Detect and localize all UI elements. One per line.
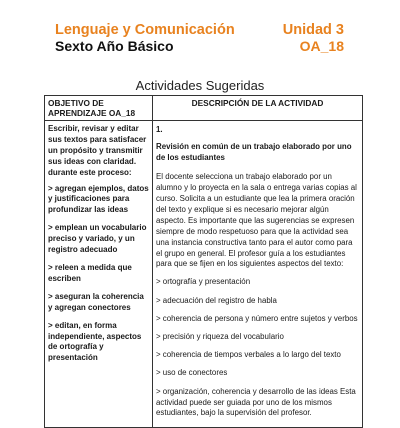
objective-item: > releen a medida que escriben bbox=[48, 262, 132, 283]
page-title: Actividades Sugeridas bbox=[135, 78, 265, 93]
grade-title: Sexto Año Básico bbox=[55, 38, 174, 54]
activities-table bbox=[44, 95, 363, 428]
activity-aspect: > coherencia de persona y número entre sujetos y verbos bbox=[156, 313, 358, 323]
subject-title: Lenguaje y Comunicación bbox=[55, 22, 235, 38]
activity-aspect: > ortografía y presentación bbox=[156, 277, 251, 287]
activity-paragraph: El docente selecciona un trabajo elaborado por un alumno y lo proyecta en la sala o entrega varias copias al curso. Solicita a un estudiante que lea la primera oración del texto y explique si es necesario mejorar algún aspecto. Es importante que las sugerencias se expresen siempre de modo respetuoso para que la actividad sea una instancia constructiva tanto para el autor como para el grupo en general. El profesor guía a los estudiantes para que se fijen en los siguientes aspectos del texto: bbox=[156, 172, 357, 269]
table-header-row bbox=[45, 96, 363, 121]
objective-intro: Escribir, revisar y editar sus textos para satisfacer un propósito y transmitir sus ideas con claridad. durante este proceso: bbox=[48, 124, 147, 177]
activity-number: 1. bbox=[156, 125, 163, 134]
activity-aspect: > coherencia de tiempos verbales a lo largo del texto bbox=[156, 350, 341, 360]
activity-aspect: > uso de conectores bbox=[156, 368, 228, 378]
table-row bbox=[45, 121, 363, 428]
objective-item: > aseguran la coherencia y agregan conectores bbox=[48, 291, 144, 312]
objective-item: > agregan ejemplos, datos y justificaciones para profundizar las ideas bbox=[48, 183, 149, 215]
activity-aspect: > adecuación del registro de habla bbox=[156, 295, 277, 305]
objective-cell bbox=[45, 121, 153, 428]
activity-aspect: > organización, coherencia y desarrollo de las ideas Esta actividad puede ser guiada por uno de los mismos estudiantes, bajo la supervisión del profesor. bbox=[156, 386, 356, 418]
objective-code: OA_18 bbox=[299, 38, 344, 54]
objective-header: OBJETIVO DE APRENDIZAJE OA_18 bbox=[45, 96, 153, 121]
description-header: DESCRIPCIÓN DE LA ACTIVIDAD bbox=[153, 96, 363, 121]
activity-aspect: > precisión y riqueza del vocabulario bbox=[156, 331, 284, 341]
unit-title: Unidad 3 bbox=[282, 22, 344, 38]
page-header bbox=[55, 22, 344, 56]
objective-item: > emplean un vocabulario preciso y variado, y un registro adecuado bbox=[48, 223, 147, 255]
description-cell bbox=[153, 121, 363, 428]
objective-item: > editan, en forma independiente, aspectos de ortografía y presentación bbox=[48, 320, 142, 363]
activity-subtitle: Revisión en común de un trabajo elaborado por uno de los estudiantes bbox=[156, 142, 352, 163]
